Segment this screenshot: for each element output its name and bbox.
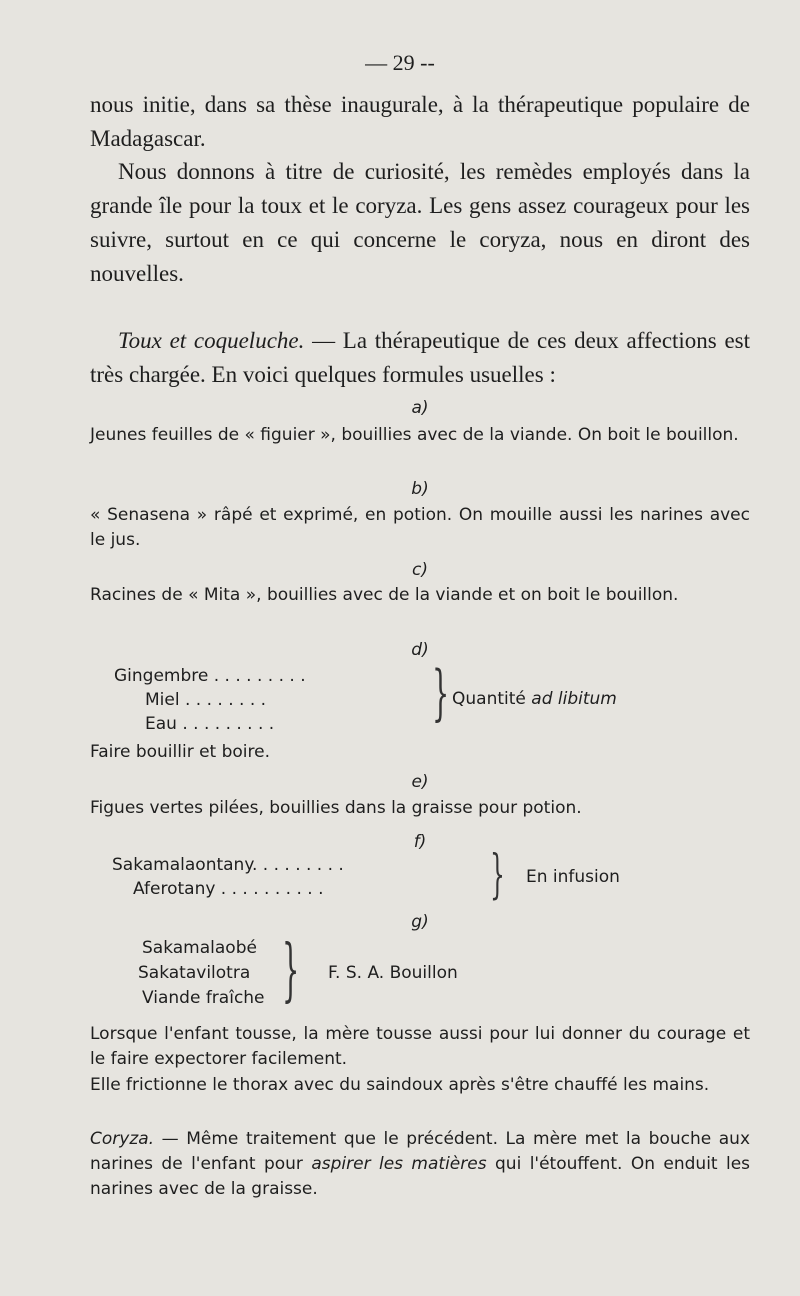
dosage-d: Quantité ad libitum	[452, 689, 617, 709]
ingredient-sakamalaobe: Sakamalaobé	[142, 938, 257, 958]
paragraph-friction: Elle frictionne le thorax avec du saindoux après s'être chauffé les mains.	[90, 1075, 710, 1095]
dosage-g: F. S. A. Bouillon	[328, 963, 458, 983]
brace-d: }	[432, 658, 450, 728]
section-title-coryza: Coryza.	[90, 1129, 155, 1149]
brace-g: }	[282, 931, 300, 1010]
formula-text-e: Figues vertes pilées, bouillies dans la graisse pour potion.	[90, 798, 582, 818]
formula-label-a: a)	[411, 398, 429, 418]
formula-text-a: Jeunes feuilles de « figuier », bouillies avec de la viande. On boit le bouillon.	[90, 425, 739, 445]
section-title-toux: Toux et coqueluche.	[118, 328, 305, 353]
ingredient-sakamalaontany: Sakamalaontany. . . . . . . . .	[112, 855, 344, 875]
formula-label-d: d)	[411, 640, 429, 660]
ingredient-viande-fraiche: Viande fraîche	[142, 988, 265, 1008]
ingredient-gingembre: Gingembre . . . . . . . . .	[114, 666, 306, 686]
ingredient-eau: Eau . . . . . . . . .	[145, 714, 275, 734]
formula-text-b: « Senasena » râpé et exprimé, en potion. On mouille aussi les narines avec le jus.	[90, 505, 750, 550]
page-number: — 29 --	[365, 50, 435, 75]
formula-label-c: c)	[412, 560, 428, 580]
ingredient-miel: Miel . . . . . . . .	[145, 690, 267, 710]
dosage-f: En infusion	[526, 867, 620, 887]
ingredient-aferotany: Aferotany . . . . . . . . . .	[133, 879, 324, 899]
formula-label-e: e)	[411, 772, 429, 792]
brace-f: }	[490, 845, 505, 905]
formula-label-f: f)	[413, 832, 427, 852]
paragraph-curiosity: Nous donnons à titre de curiosité, les remèdes employés dans la grande île pour la toux et le coryza. Les gens assez courageux pour les suivre, surtout en ce qui concerne le coryza, nous en diront des nouvelles.	[90, 159, 750, 286]
section-coryza: Coryza. — Même traitement que le précédent. La mère met la bouche aux narines de l'enfant pour aspirer les matières qui l'étouffent. On enduit les narines avec de la graisse.	[90, 1129, 751, 1199]
formula-text-c: Racines de « Mita », bouillies avec de la viande et on boit le bouillon.	[90, 585, 679, 605]
ingredient-sakatavilotra: Sakatavilotra	[138, 963, 251, 983]
paragraph-intro: nous initie, dans sa thèse inaugurale, à la thérapeutique populaire de Madagascar.	[90, 92, 750, 151]
formula-label-g: g)	[411, 912, 429, 932]
paragraph-courage: Lorsque l'enfant tousse, la mère tousse aussi pour lui donner du courage et le faire expectorer facilement.	[90, 1024, 750, 1069]
section-toux	[90, 324, 750, 392]
section-text-toux: — La thérapeutique de ces deux affections est très chargée. En voici quelques formules usuelles :	[90, 328, 751, 387]
formula-text-d: Faire bouillir et boire.	[90, 742, 271, 762]
formula-label-b: b)	[411, 479, 429, 499]
